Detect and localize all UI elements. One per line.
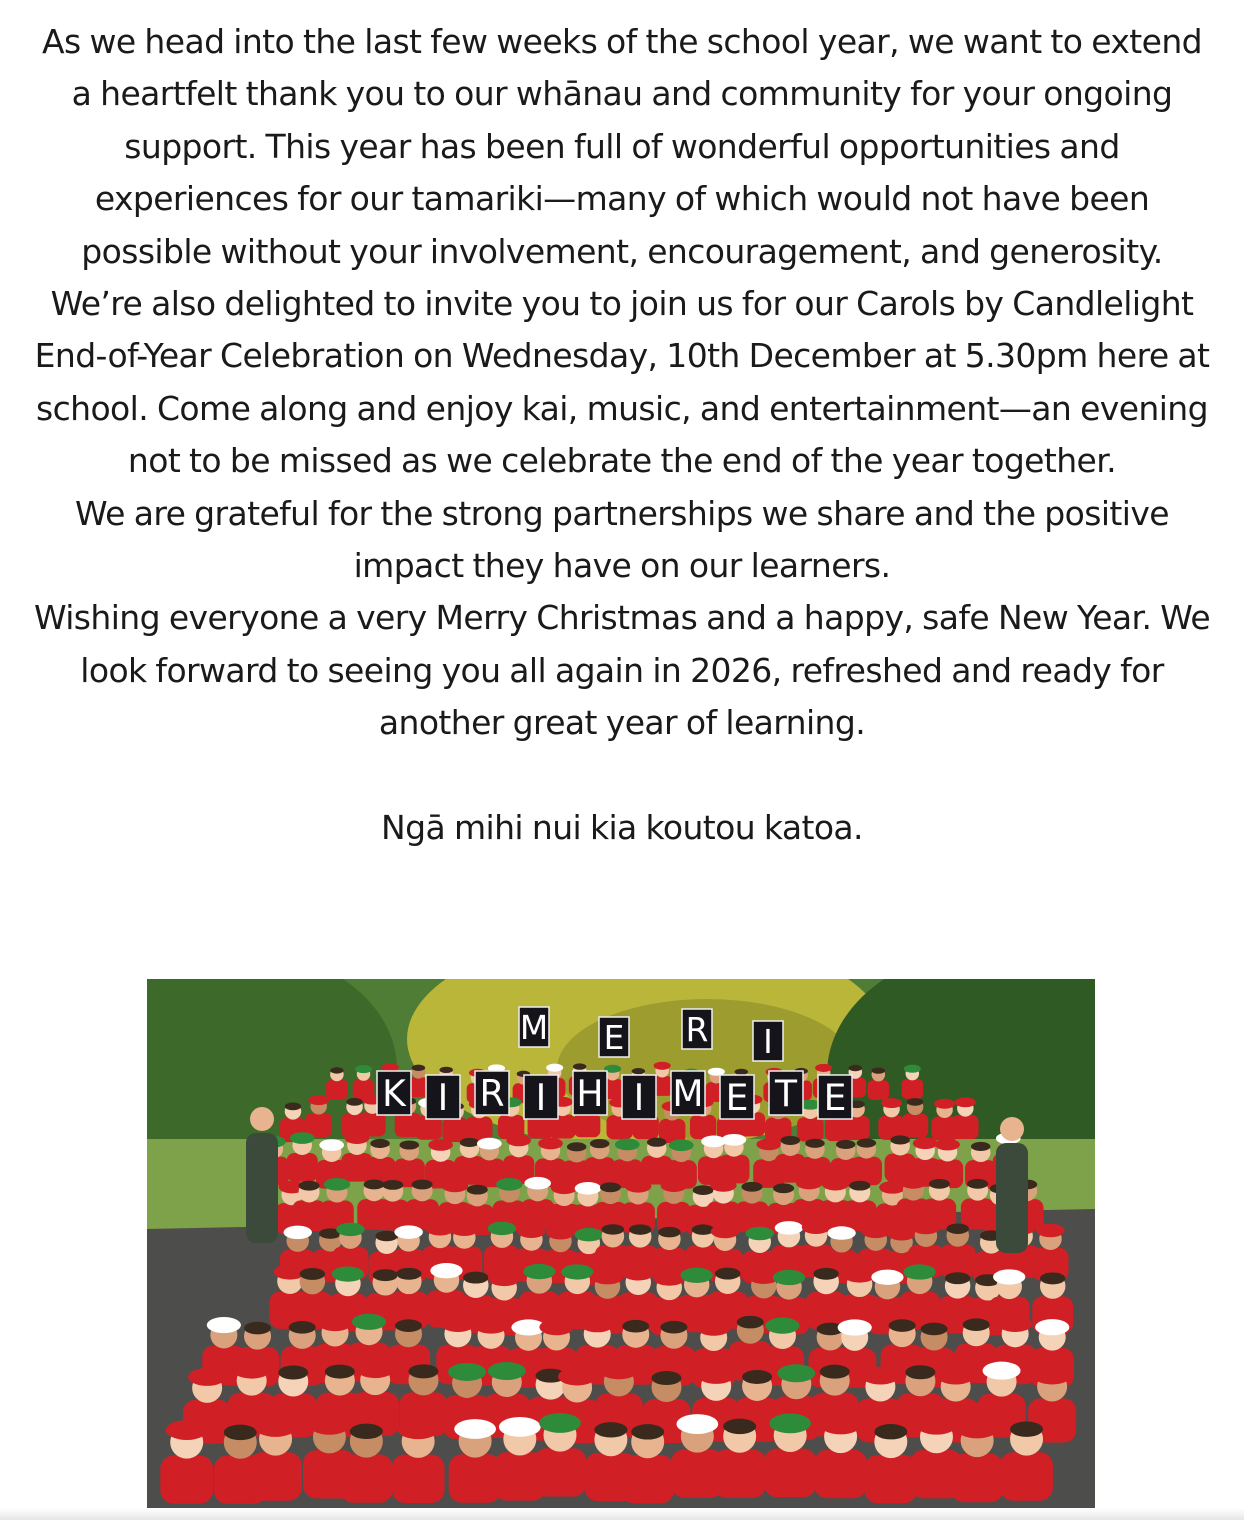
- student-hair: [929, 1179, 950, 1189]
- student-shirt: [764, 1449, 817, 1497]
- student-shirt: [466, 1117, 492, 1141]
- student-hat: [345, 1132, 370, 1144]
- student-hat: [1035, 1319, 1069, 1335]
- student-hat: [356, 1360, 394, 1378]
- student-hat: [935, 1139, 960, 1151]
- adult-face: [250, 1107, 274, 1131]
- student-hat: [822, 1178, 849, 1191]
- student-hair: [660, 1321, 687, 1334]
- student-hat: [861, 1367, 899, 1385]
- student-hair: [573, 1063, 587, 1069]
- adult-face: [1000, 1117, 1024, 1141]
- sign-letter-card: [475, 1071, 509, 1115]
- student-hat: [524, 1177, 551, 1190]
- student-hair: [773, 1183, 794, 1193]
- sign-letter: M: [519, 1009, 549, 1047]
- paragraph-season-wishes: Wishing everyone a very Merry Christmas and a happy, safe New Year. We look forward to seeing you all again in 2026, refreshed and ready for another great year of learning.: [33, 598, 1211, 743]
- student: [306, 1095, 332, 1137]
- newsletter-text: [30, 16, 1214, 854]
- sign-letter: I: [763, 1023, 773, 1061]
- sign-letter: I: [633, 1077, 645, 1120]
- sign-letter-card: [519, 1007, 549, 1047]
- student-hair: [632, 1068, 646, 1074]
- student-hair: [905, 1365, 935, 1379]
- student-hat: [615, 1139, 640, 1151]
- student-hair: [460, 1138, 480, 1147]
- sign-letter: E: [823, 1077, 847, 1120]
- student: [764, 1413, 817, 1497]
- student-hat: [697, 1366, 735, 1384]
- student-hat: [745, 1227, 774, 1241]
- student: [519, 1264, 560, 1329]
- paragraph-carols-invite: We’re also delighted to invite you to join us for our Carols by Candlelight End-of-Year Celebration on Wednesday, 10th December at 5.30pm here at school. Come along and enjoy kai, music, and entertainment—an evening not to be missed as we celebrate the end of the year together.: [34, 284, 1210, 481]
- student-hat: [488, 1271, 520, 1286]
- student-hair: [1010, 1421, 1043, 1436]
- student-hat: [352, 1314, 386, 1330]
- student-hair: [945, 1272, 971, 1284]
- student: [707, 1179, 741, 1232]
- student: [718, 1134, 749, 1183]
- student-hat: [900, 1176, 927, 1189]
- sign-letter-card: [753, 1021, 783, 1061]
- student-hair: [741, 1182, 762, 1192]
- student-shirt: [797, 1117, 823, 1141]
- paragraph-thank-you: As we head into the last few weeks of the school year, we want to extend a heartfelt thank you to our whānau and community for your ongoing support. This year has been full of wonderful opportunities and experiences for our tamariki—many of which would not have been possible without your involvement, encouragement, and generosity.: [41, 22, 1202, 271]
- student-hat: [1036, 1224, 1065, 1238]
- student-hat: [843, 1267, 875, 1282]
- student-hat: [332, 1266, 364, 1281]
- student-hat: [442, 1180, 469, 1193]
- student-hat: [506, 1135, 531, 1147]
- student-hat: [934, 1099, 955, 1109]
- student-shirt: [359, 1112, 385, 1136]
- sign-letter-card: [524, 1075, 558, 1119]
- student-hair: [396, 1268, 422, 1280]
- student-shirt: [713, 1449, 766, 1497]
- student-hair: [285, 1103, 302, 1111]
- student-hat: [551, 1182, 578, 1195]
- student-hat: [777, 1364, 815, 1382]
- student-hair: [647, 1138, 667, 1147]
- student-hat: [450, 1223, 479, 1237]
- student: [814, 1415, 867, 1499]
- closing-greeting: Ngā mihi nui kia koutou katoa.: [381, 807, 863, 847]
- sign-letter: E: [603, 1019, 625, 1057]
- student-hair: [395, 1319, 422, 1332]
- student-hat: [283, 1226, 312, 1240]
- student-hat: [499, 1417, 541, 1437]
- student-hat: [591, 1269, 623, 1284]
- student-hair: [330, 1067, 344, 1073]
- student-hair: [692, 1224, 715, 1235]
- sign-letter: R: [685, 1011, 709, 1049]
- student-hair: [590, 1139, 610, 1148]
- student-hat: [430, 1263, 462, 1278]
- student-shirt: [1000, 1452, 1053, 1500]
- student-hair: [723, 1419, 756, 1434]
- student-hair: [742, 1370, 772, 1384]
- student-hat: [653, 1270, 685, 1285]
- student-hat: [394, 1225, 423, 1239]
- student-hair: [289, 1321, 316, 1334]
- student-hat: [937, 1367, 975, 1385]
- sign-letter-card: [818, 1075, 852, 1119]
- student-shirt: [621, 1455, 674, 1503]
- student-hat: [448, 1363, 486, 1381]
- student: [287, 1132, 318, 1181]
- student-hat: [796, 1177, 823, 1190]
- sign-letter-card: [573, 1071, 607, 1115]
- student-hair: [890, 1135, 910, 1144]
- student-hair: [857, 1138, 877, 1147]
- student-hat: [207, 1317, 241, 1333]
- student-hat: [166, 1420, 208, 1440]
- sign-letter-card: [622, 1075, 656, 1119]
- student-hair: [872, 1067, 886, 1073]
- student-hair: [836, 1140, 856, 1149]
- student-hair: [412, 1065, 426, 1071]
- student-shirt: [814, 1450, 867, 1498]
- student: [899, 1264, 940, 1329]
- student: [449, 1419, 502, 1503]
- student-hat: [622, 1265, 654, 1280]
- student-hat: [517, 1224, 546, 1238]
- sign-letter: T: [774, 1073, 798, 1116]
- student-hat: [661, 1179, 688, 1192]
- sign-letter-card: [671, 1071, 705, 1115]
- student-hair: [651, 1371, 681, 1385]
- student-hat: [903, 1264, 935, 1279]
- student-hat: [1033, 1366, 1071, 1384]
- student-hat: [496, 1178, 523, 1191]
- student-hat: [802, 1221, 831, 1235]
- student-hair: [412, 1180, 433, 1190]
- student-hair: [737, 1316, 764, 1329]
- student-hat: [454, 1419, 496, 1439]
- student-hat: [815, 1064, 832, 1072]
- student-shirt: [902, 1113, 928, 1137]
- student-hair: [813, 1268, 839, 1280]
- student-hat: [426, 1222, 455, 1236]
- student-shirt: [574, 1113, 600, 1137]
- student-hair: [849, 1181, 870, 1191]
- sign-letter-card: [769, 1071, 803, 1115]
- student-hat: [428, 1139, 453, 1151]
- student: [353, 1065, 375, 1099]
- group-photo: [147, 979, 1095, 1508]
- student-hat: [488, 1362, 526, 1380]
- student: [1032, 1224, 1068, 1281]
- sign-letter-card: [599, 1017, 629, 1057]
- student-hair: [325, 1365, 355, 1379]
- student-hat: [711, 1225, 740, 1239]
- student-hair: [299, 1181, 320, 1191]
- student-hat: [871, 1270, 903, 1285]
- student-hat: [983, 1362, 1021, 1380]
- student-hat: [676, 1414, 718, 1434]
- student: [878, 1098, 904, 1140]
- sign-letter: I: [437, 1077, 449, 1120]
- student-hair: [463, 1272, 489, 1284]
- student-hat: [916, 1415, 958, 1435]
- student-hat: [769, 1413, 811, 1433]
- student-shirt: [287, 1153, 318, 1182]
- student-hat: [188, 1368, 226, 1386]
- student-hat: [488, 1222, 517, 1236]
- student-hat: [756, 1139, 781, 1151]
- student-shirt: [951, 1454, 1004, 1502]
- student-hat: [233, 1361, 271, 1379]
- sign-letter-card: [682, 1009, 712, 1049]
- student: [534, 1413, 587, 1497]
- student-shirt: [249, 1452, 302, 1500]
- student-shirt: [340, 1454, 393, 1502]
- student-shirt: [868, 1080, 890, 1100]
- student: [952, 1097, 978, 1139]
- student-hat: [474, 1317, 508, 1333]
- student-hair: [907, 1098, 924, 1106]
- student-hair: [439, 1067, 453, 1073]
- student-hat: [580, 1316, 614, 1332]
- sign-letter-card: [377, 1071, 411, 1115]
- student: [902, 1065, 924, 1099]
- student-hat: [539, 1319, 573, 1335]
- student-hat: [558, 1367, 596, 1385]
- sign-letter: I: [535, 1077, 547, 1120]
- student-hat: [575, 1182, 602, 1195]
- sign-letter: R: [479, 1073, 505, 1116]
- student-hat: [775, 1221, 804, 1235]
- student-hair: [631, 1424, 664, 1439]
- student-hair: [781, 1136, 801, 1145]
- student-hat: [681, 1268, 713, 1283]
- student-hair: [373, 1269, 399, 1281]
- student-hat: [625, 1180, 652, 1193]
- student-hat: [255, 1417, 297, 1437]
- student-hat: [710, 1179, 737, 1192]
- student-hat: [722, 1134, 747, 1146]
- student-shirt: [326, 1080, 348, 1100]
- student-hat: [881, 1098, 902, 1108]
- student-hair: [805, 1139, 825, 1148]
- student-hair: [1040, 1272, 1066, 1284]
- student-hair: [658, 1227, 681, 1238]
- student-hat: [998, 1316, 1032, 1332]
- sign-letter: H: [576, 1073, 604, 1116]
- student-hair: [820, 1365, 850, 1379]
- student-hat: [827, 1226, 856, 1240]
- student-hat: [539, 1413, 581, 1433]
- student-hair: [715, 1268, 741, 1280]
- sign-letter: K: [382, 1073, 406, 1116]
- student-hair: [467, 1185, 488, 1195]
- student-hat: [355, 1065, 372, 1073]
- student-hair: [602, 1224, 625, 1235]
- student-hat: [397, 1419, 439, 1439]
- student-shirt: [851, 1157, 882, 1186]
- student-hat: [290, 1132, 315, 1144]
- student-shirt: [160, 1455, 213, 1503]
- sign-letter: E: [725, 1077, 749, 1120]
- student-hair: [346, 1098, 363, 1106]
- student-hat: [523, 1264, 555, 1279]
- student-hat: [546, 1064, 563, 1072]
- student-hat: [820, 1415, 862, 1435]
- student-hat: [308, 1095, 329, 1105]
- student-hat: [838, 1319, 872, 1335]
- student-hat: [546, 1226, 575, 1240]
- student-hair: [971, 1142, 991, 1151]
- student-hair: [408, 1364, 438, 1378]
- student: [160, 1420, 213, 1504]
- student-hat: [956, 1419, 998, 1439]
- student-hair: [921, 1323, 948, 1336]
- student: [657, 1179, 691, 1232]
- student-shirt: [952, 1115, 978, 1139]
- student: [503, 1135, 534, 1184]
- student-hat: [773, 1270, 805, 1285]
- student-hat: [993, 1269, 1025, 1284]
- student-hat: [319, 1139, 344, 1151]
- student-hat: [669, 1139, 694, 1151]
- student-hair: [567, 1142, 587, 1151]
- student-hair: [244, 1322, 271, 1335]
- student-hat: [904, 1065, 921, 1073]
- student-hat: [477, 1138, 502, 1150]
- student-hat: [336, 1223, 365, 1237]
- student-hat: [561, 1264, 593, 1279]
- group-photo-illustration: [147, 979, 1095, 1508]
- student-hat: [318, 1315, 352, 1331]
- student-hair: [370, 1139, 390, 1148]
- student: [951, 1419, 1004, 1503]
- student-hat: [912, 1221, 941, 1235]
- student-hat: [309, 1415, 351, 1435]
- student-hat: [324, 1178, 351, 1191]
- student-hat: [575, 1228, 604, 1241]
- student-shirt: [584, 1157, 615, 1186]
- student-hair: [946, 1223, 969, 1234]
- student-shirt: [718, 1155, 749, 1184]
- student-hat: [887, 1227, 916, 1241]
- student-shirt: [690, 1115, 716, 1139]
- student-hair: [400, 1140, 420, 1149]
- sign-letter-card: [426, 1075, 460, 1119]
- student-shirt: [902, 1079, 924, 1099]
- student-hat: [654, 1062, 671, 1070]
- student-hair: [849, 1065, 863, 1071]
- student-hair: [874, 1424, 907, 1439]
- student-hat: [382, 1063, 399, 1071]
- student-hat: [697, 1320, 731, 1336]
- student-hair: [364, 1180, 385, 1190]
- student-hair: [278, 1366, 308, 1380]
- student-hat: [538, 1138, 563, 1150]
- student-hair: [889, 1319, 916, 1332]
- student-hair: [382, 1180, 403, 1190]
- student-shirt: [864, 1455, 917, 1503]
- student-shirt: [534, 1448, 587, 1496]
- sign-letter-card: [720, 1075, 754, 1119]
- student-hair: [735, 1069, 749, 1075]
- student-hat: [765, 1318, 799, 1334]
- student-hair: [629, 1224, 652, 1235]
- student-hat: [913, 1137, 938, 1149]
- student-hair: [967, 1179, 988, 1189]
- student-hair: [300, 1268, 326, 1280]
- student-hair: [963, 1318, 990, 1331]
- student-shirt: [392, 1455, 445, 1503]
- student: [392, 1419, 445, 1503]
- paragraph-partnerships: We are grateful for the strong partnerships we share and the positive impact they have on our learners.: [75, 493, 1169, 586]
- student-hat: [441, 1316, 475, 1332]
- student-hat: [600, 1361, 638, 1379]
- student-hair: [600, 1182, 621, 1192]
- student-hair: [622, 1320, 649, 1333]
- adult-clothing: [246, 1133, 278, 1243]
- page-bottom-edge: [0, 1508, 1244, 1520]
- student-hair: [594, 1422, 627, 1437]
- student-hair: [350, 1424, 383, 1439]
- student-hair: [224, 1425, 257, 1440]
- student-hat: [955, 1097, 976, 1107]
- student-hat: [861, 1225, 890, 1238]
- student: [249, 1417, 302, 1501]
- sign-letter: M: [672, 1073, 704, 1116]
- adult-clothing: [996, 1143, 1028, 1253]
